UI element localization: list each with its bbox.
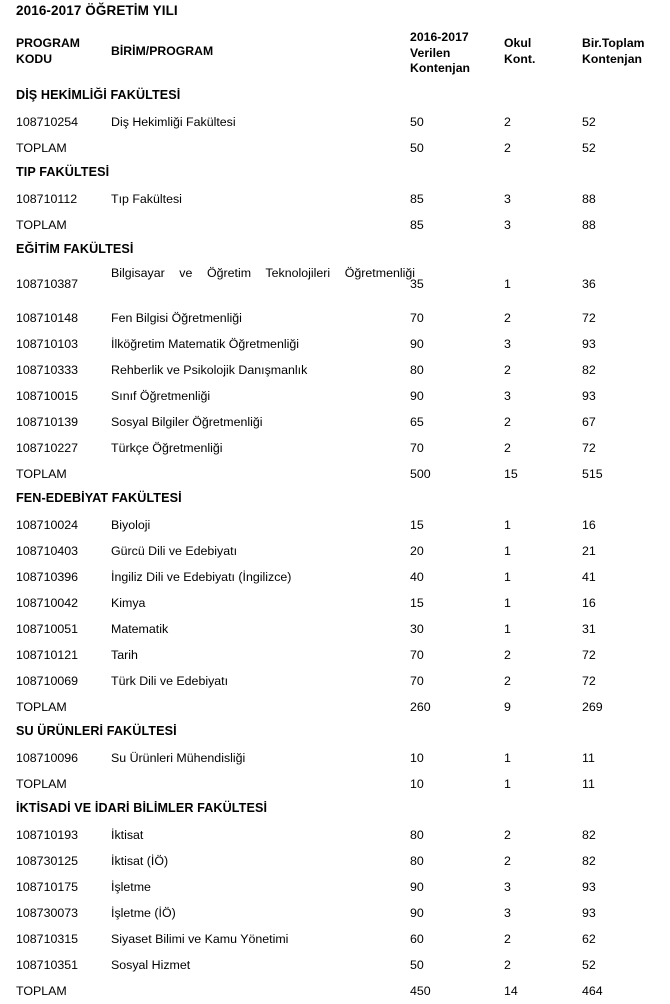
cell-total-quota: 52 (582, 115, 596, 129)
cell-program-name: Bilgisayar ve Öğretim Teknolojileri Öğretmenliği (111, 266, 415, 280)
cell-program-name: İlköğretim Matematik Öğretmenliği (111, 337, 299, 351)
cell-total-quota: 72 (582, 648, 596, 662)
table-row (0, 564, 670, 590)
cell-school-quota: 1 (504, 596, 511, 610)
cell-program-name: Biyoloji (111, 518, 151, 532)
table-header (0, 30, 670, 82)
cell-program-code: 108710096 (16, 751, 79, 765)
cell-given-quota: 90 (410, 906, 424, 920)
cell-school-quota: 3 (504, 906, 511, 920)
table-total-row (0, 212, 670, 238)
cell-total-total-quota: 52 (582, 141, 596, 155)
table-row (0, 668, 670, 694)
cell-total-school-quota: 2 (504, 141, 511, 155)
cell-program-name: İktisat (İÖ) (111, 854, 169, 868)
cell-total-label: TOPLAM (16, 467, 67, 481)
column-header-total-quota: Bir.Toplam Kontenjan (582, 36, 645, 66)
table-row (0, 409, 670, 435)
cell-given-quota: 70 (410, 648, 424, 662)
cell-total-quota: 93 (582, 906, 596, 920)
cell-given-quota: 15 (410, 596, 424, 610)
cell-program-name: Türk Dili ve Edebiyatı (111, 674, 229, 688)
column-header-school-quota: Okul Kont. (504, 36, 536, 66)
cell-total-quota: 16 (582, 596, 596, 610)
cell-total-quota: 82 (582, 363, 596, 377)
cell-program-name: Tıp Fakültesi (111, 192, 182, 206)
cell-program-name: Kimya (111, 596, 146, 610)
cell-total-quota: 41 (582, 570, 596, 584)
cell-program-code: 108710024 (16, 518, 79, 532)
section-header-row (0, 84, 670, 109)
cell-program-code: 108710148 (16, 311, 79, 325)
cell-total-total-quota: 269 (582, 700, 603, 714)
cell-given-quota: 15 (410, 518, 424, 532)
cell-school-quota: 3 (504, 192, 511, 206)
cell-total-quota: 82 (582, 828, 596, 842)
cell-total-quota: 11 (582, 751, 595, 765)
cell-total-quota: 72 (582, 441, 596, 455)
cell-program-code: 108710333 (16, 363, 79, 377)
cell-total-given-quota: 260 (410, 700, 431, 714)
table-row (0, 357, 670, 383)
cell-program-name: Siyaset Bilimi ve Kamu Yönetimi (111, 932, 289, 946)
cell-school-quota: 3 (504, 389, 511, 403)
table-row (0, 745, 670, 771)
section-header-row (0, 161, 670, 186)
table-row (0, 616, 670, 642)
cell-school-quota: 3 (504, 337, 511, 351)
cell-total-quota: 72 (582, 674, 596, 688)
table-row (0, 435, 670, 461)
cell-given-quota: 90 (410, 337, 424, 351)
table-row (0, 305, 670, 331)
cell-program-code: 108710069 (16, 674, 79, 688)
cell-total-quota: 67 (582, 415, 596, 429)
cell-total-quota: 21 (582, 544, 596, 558)
table-total-row (0, 461, 670, 487)
cell-program-code: 108710103 (16, 337, 79, 351)
cell-program-code: 108710227 (16, 441, 79, 455)
cell-program-code: 108730073 (16, 906, 79, 920)
cell-program-code: 108710139 (16, 415, 79, 429)
cell-total-quota: 72 (582, 311, 596, 325)
section-title: İKTİSADİ VE İDARİ BİLİMLER FAKÜLTESİ (16, 801, 268, 815)
cell-given-quota: 50 (410, 958, 424, 972)
cell-given-quota: 35 (410, 277, 424, 291)
cell-total-school-quota: 1 (504, 777, 511, 791)
cell-program-name: Gürcü Dili ve Edebiyatı (111, 544, 238, 558)
cell-total-school-quota: 3 (504, 218, 511, 232)
cell-given-quota: 30 (410, 622, 424, 636)
cell-program-code: 108710015 (16, 389, 79, 403)
section-title: FEN-EDEBİYAT FAKÜLTESİ (16, 491, 182, 505)
table-row (0, 383, 670, 409)
cell-program-name: Diş Hekimliği Fakültesi (111, 115, 236, 129)
section-title: SU ÜRÜNLERİ FAKÜLTESİ (16, 724, 177, 738)
cell-school-quota: 3 (504, 880, 511, 894)
table-row (0, 926, 670, 952)
cell-total-total-quota: 11 (582, 777, 595, 791)
cell-program-name: Fen Bilgisi Öğretmenliği (111, 311, 242, 325)
cell-program-name: İngiliz Dili ve Edebiyatı (İngilizce) (111, 570, 292, 584)
section-title: DİŞ HEKİMLİĞİ FAKÜLTESİ (16, 88, 181, 102)
cell-program-code: 108710315 (16, 932, 79, 946)
cell-program-code: 108710193 (16, 828, 79, 842)
cell-school-quota: 1 (504, 544, 511, 558)
table-row (0, 952, 670, 978)
cell-school-quota: 2 (504, 828, 511, 842)
cell-total-school-quota: 15 (504, 467, 518, 481)
cell-given-quota: 70 (410, 674, 424, 688)
cell-given-quota: 65 (410, 415, 424, 429)
cell-school-quota: 1 (504, 622, 511, 636)
cell-school-quota: 1 (504, 751, 511, 765)
cell-total-total-quota: 464 (582, 984, 603, 998)
cell-total-label: TOPLAM (16, 218, 67, 232)
cell-program-code: 108710403 (16, 544, 79, 558)
table-body (0, 84, 670, 1004)
table-row (0, 822, 670, 848)
cell-given-quota: 60 (410, 932, 424, 946)
cell-given-quota: 20 (410, 544, 424, 558)
section-header-row (0, 238, 670, 263)
cell-total-quota: 82 (582, 854, 596, 868)
cell-school-quota: 2 (504, 648, 511, 662)
cell-total-quota: 16 (582, 518, 596, 532)
cell-program-code: 108710254 (16, 115, 79, 129)
cell-total-label: TOPLAM (16, 984, 67, 998)
table-row (0, 538, 670, 564)
cell-total-school-quota: 9 (504, 700, 511, 714)
cell-program-name: İktisat (111, 828, 144, 842)
cell-given-quota: 70 (410, 311, 424, 325)
cell-given-quota: 80 (410, 854, 424, 868)
cell-total-quota: 52 (582, 958, 596, 972)
cell-program-code: 108710396 (16, 570, 79, 584)
table-total-row (0, 694, 670, 720)
cell-program-name: İşletme (İÖ) (111, 906, 176, 920)
cell-total-quota: 93 (582, 337, 596, 351)
cell-given-quota: 40 (410, 570, 424, 584)
table-total-row (0, 135, 670, 161)
cell-program-name: İşletme (111, 880, 151, 894)
cell-total-quota: 88 (582, 192, 596, 206)
cell-total-total-quota: 88 (582, 218, 596, 232)
cell-total-total-quota: 515 (582, 467, 603, 481)
cell-program-name: Tarih (111, 648, 138, 662)
table-row (0, 590, 670, 616)
cell-program-name: Sosyal Hizmet (111, 958, 191, 972)
column-header-unit-program: BİRİM/PROGRAM (111, 44, 214, 58)
cell-total-given-quota: 450 (410, 984, 431, 998)
page-title: 2016-2017 ÖĞRETİM YILI (16, 3, 178, 18)
column-header-program-code: PROGRAM KODU (16, 36, 80, 66)
cell-school-quota: 2 (504, 854, 511, 868)
cell-school-quota: 1 (504, 277, 511, 291)
section-title: EĞİTİM FAKÜLTESİ (16, 242, 134, 256)
cell-school-quota: 2 (504, 441, 511, 455)
cell-program-code: 108710121 (16, 648, 79, 662)
cell-total-quota: 62 (582, 932, 596, 946)
cell-school-quota: 1 (504, 518, 511, 532)
cell-total-school-quota: 14 (504, 984, 518, 998)
cell-total-given-quota: 500 (410, 467, 431, 481)
cell-total-quota: 93 (582, 389, 596, 403)
cell-given-quota: 85 (410, 192, 424, 206)
cell-school-quota: 2 (504, 958, 511, 972)
section-header-row (0, 720, 670, 745)
cell-given-quota: 50 (410, 115, 424, 129)
table-row (0, 900, 670, 926)
cell-total-quota: 93 (582, 880, 596, 894)
cell-given-quota: 80 (410, 363, 424, 377)
cell-program-code: 108710051 (16, 622, 79, 636)
cell-given-quota: 90 (410, 389, 424, 403)
table-row (0, 642, 670, 668)
section-title: TIP FAKÜLTESİ (16, 165, 110, 179)
cell-school-quota: 2 (504, 115, 511, 129)
cell-school-quota: 2 (504, 674, 511, 688)
cell-program-code: 108710042 (16, 596, 79, 610)
cell-total-given-quota: 10 (410, 777, 424, 791)
cell-program-name: Su Ürünleri Mühendisliği (111, 751, 246, 765)
table-row (0, 512, 670, 538)
table-total-row (0, 978, 670, 1004)
cell-program-code: 108710351 (16, 958, 79, 972)
table-row (0, 263, 670, 305)
table-row (0, 109, 670, 135)
cell-program-name: Sosyal Bilgiler Öğretmenliği (111, 415, 263, 429)
cell-total-quota: 36 (582, 277, 596, 291)
cell-program-name: Rehberlik ve Psikolojik Danışmanlık (111, 363, 308, 377)
cell-total-label: TOPLAM (16, 777, 67, 791)
cell-school-quota: 2 (504, 311, 511, 325)
cell-school-quota: 2 (504, 932, 511, 946)
section-header-row (0, 797, 670, 822)
cell-given-quota: 80 (410, 828, 424, 842)
cell-given-quota: 90 (410, 880, 424, 894)
column-header-given-quota: 2016-2017 Verilen Kontenjan (410, 30, 471, 75)
table-row (0, 874, 670, 900)
table-total-row (0, 771, 670, 797)
table-row (0, 186, 670, 212)
cell-program-name: Matematik (111, 622, 169, 636)
cell-given-quota: 70 (410, 441, 424, 455)
cell-program-code: 108710175 (16, 880, 79, 894)
cell-total-label: TOPLAM (16, 700, 67, 714)
cell-school-quota: 2 (504, 363, 511, 377)
table-row (0, 331, 670, 357)
cell-school-quota: 1 (504, 570, 511, 584)
cell-total-given-quota: 50 (410, 141, 424, 155)
cell-program-code: 108730125 (16, 854, 79, 868)
cell-program-code: 108710112 (16, 192, 78, 206)
cell-program-code: 108710387 (16, 277, 79, 291)
section-header-row (0, 487, 670, 512)
cell-program-name: Türkçe Öğretmenliği (111, 441, 223, 455)
cell-given-quota: 10 (410, 751, 424, 765)
cell-total-quota: 31 (582, 622, 596, 636)
cell-school-quota: 2 (504, 415, 511, 429)
table-row (0, 848, 670, 874)
cell-total-label: TOPLAM (16, 141, 67, 155)
cell-program-name: Sınıf Öğretmenliği (111, 389, 211, 403)
cell-total-given-quota: 85 (410, 218, 424, 232)
